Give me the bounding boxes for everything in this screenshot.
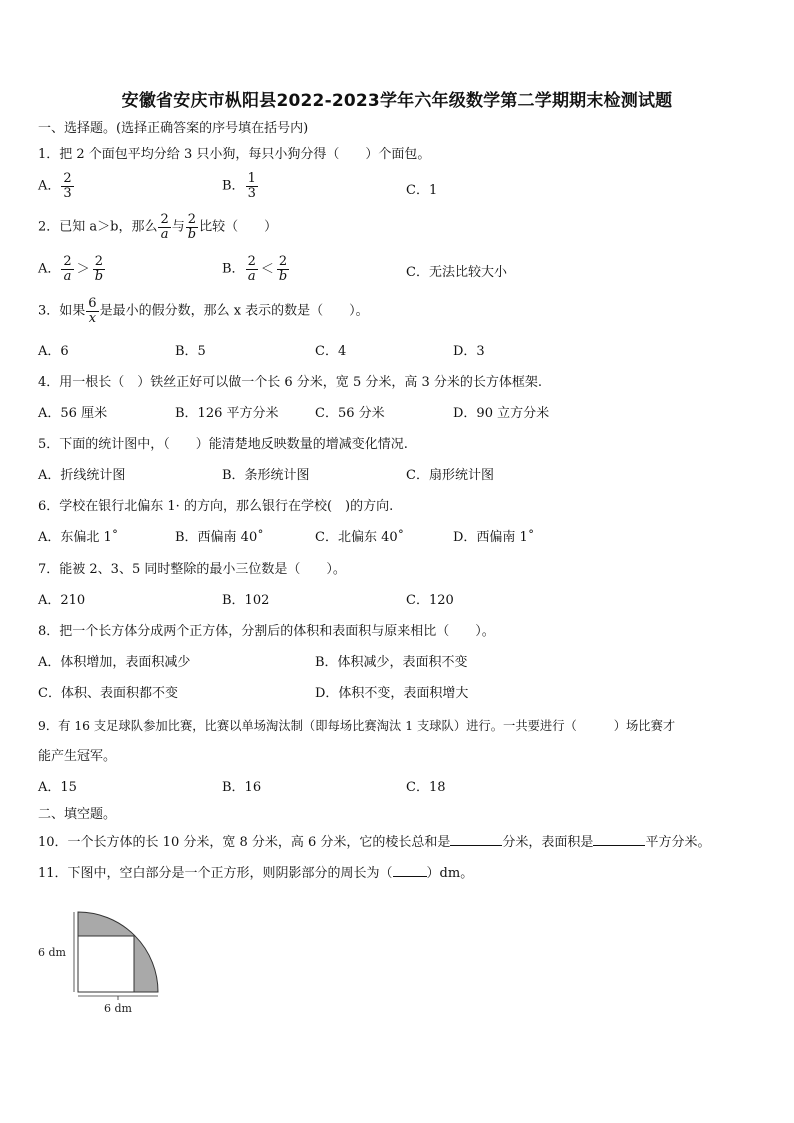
question-7-stem: 7．能被 2、3、5 同时整除的最小三位数是（ ）。 (38, 562, 346, 577)
section-choice-heading: 一、选择题。(选择正确答案的序号填在括号内) (38, 121, 309, 136)
question-8-stem: 8．把一个长方体分成两个正方体，分割后的体积和表面积与原来相比（ ）。 (38, 624, 495, 639)
bottom-label: 6 dm (104, 1002, 132, 1015)
question-11-text: ）dm。 (426, 866, 474, 881)
question-8-option-c: C．体积、表面积都不变 (38, 686, 178, 701)
fraction (246, 255, 258, 284)
question-11-stem (38, 864, 473, 882)
question-6-stem: 6．学校在银行北偏东 1· 的方向，那么银行在学校( )的方向. (38, 499, 394, 514)
fraction-denominator: 3 (63, 186, 72, 201)
question-1-stem: 1．把 2 个面包平均分给 3 只小狗，每只小狗分得（ ）个面包。 (38, 147, 431, 162)
question-3-option-d: D．3 (453, 344, 485, 359)
fraction-numerator: 2 (63, 254, 72, 269)
question-10-stem (38, 833, 710, 851)
question-8-option-b: B．体积减少，表面积不变 (315, 655, 468, 670)
fraction-denominator: a (160, 227, 169, 242)
question-3-text: 是最小的假分数，那么 x 表示的数是（ ）。 (99, 303, 369, 319)
fraction-denominator: b (278, 269, 288, 284)
fraction (277, 255, 289, 284)
question-7-option-c: C．120 (406, 593, 454, 608)
quarter-circle-square-figure (36, 904, 176, 1024)
fraction-numerator: 2 (278, 254, 288, 269)
fraction (246, 172, 258, 201)
fraction-denominator: a (63, 269, 72, 284)
question-9-stem-line-1: 9．有 16 支足球队参加比赛，比赛以单场淘汰制（即每场比赛淘汰 1 支球队）进行。一共要进行（ ）场比赛才 (38, 719, 676, 733)
question-6-option-d: D．西偏南 1˚ (453, 530, 535, 545)
question-10-text: 分米，表面积是 (502, 835, 594, 850)
option-label: B． (222, 178, 245, 194)
question-9-option-b: B．16 (222, 780, 262, 795)
question-3-text: 3．如果 (38, 303, 86, 319)
option-label: A． (38, 261, 61, 277)
question-9-option-c: C．18 (406, 780, 446, 795)
section-fill-heading: 二、填空题。 (38, 807, 117, 822)
fraction (61, 172, 73, 201)
question-3-option-a: A．6 (38, 344, 69, 359)
option-label: B． (222, 261, 245, 277)
fraction (158, 213, 170, 242)
question-9-option-a: A．15 (38, 780, 77, 795)
fraction-numerator: 2 (63, 171, 72, 186)
question-4-option-a: A．56 厘米 (38, 406, 108, 421)
answer-blank[interactable] (393, 864, 427, 877)
question-5-option-c: C．扇形统计图 (406, 468, 494, 483)
fraction-denominator: b (94, 269, 104, 284)
question-2-option-b (222, 255, 290, 284)
question-9-stem-line-2: 能产生冠军。 (38, 749, 117, 764)
comparison-operator: ＞ (76, 261, 90, 277)
fraction (86, 297, 98, 326)
fraction (61, 255, 73, 284)
answer-blank[interactable] (450, 833, 502, 846)
question-4-option-b: B．126 平方分米 (175, 406, 279, 421)
fraction-denominator: a (247, 269, 256, 284)
question-1-option-c: C．1 (406, 183, 438, 198)
fraction-numerator: 2 (160, 212, 169, 227)
question-2-text: 比较（ ） (199, 219, 278, 235)
fraction (93, 255, 105, 284)
question-3-stem (38, 297, 369, 326)
question-5-option-b: B．条形统计图 (222, 468, 310, 483)
question-6-option-a: A．东偏北 1˚ (38, 530, 119, 545)
question-4-option-c: C．56 分米 (315, 406, 385, 421)
question-4-stem: 4．用一根长（ ）铁丝正好可以做一个长 6 分米，宽 5 分米，高 3 分米的长方体框架. (38, 375, 543, 390)
question-4-option-d: D．90 立方分米 (453, 406, 550, 421)
fraction-numerator: 6 (88, 296, 97, 311)
page-title: 安徽省安庆市枞阳县2022-2023学年六年级数学第二学期期末检测试题 (121, 91, 673, 111)
fraction-denominator: x (88, 311, 97, 326)
question-3-option-b: B．5 (175, 344, 206, 359)
question-7-option-b: B．102 (222, 593, 270, 608)
question-8-option-a: A．体积增加，表面积减少 (38, 655, 191, 670)
question-5-option-a: A．折线统计图 (38, 468, 126, 483)
white-square (78, 936, 134, 992)
fraction-denominator: b (187, 227, 197, 242)
fraction-numerator: 2 (247, 254, 256, 269)
fraction-numerator: 1 (247, 171, 256, 186)
question-2-option-a (38, 255, 106, 284)
question-1-option-b (222, 172, 259, 201)
question-3-option-c: C．4 (315, 344, 347, 359)
question-5-stem: 5．下面的统计图中，（ ）能清楚地反映数量的增减变化情况. (38, 437, 408, 452)
option-label: A． (38, 178, 61, 194)
fraction-numerator: 2 (94, 254, 103, 269)
question-2-text: 2．已知 a＞b，那么 (38, 219, 158, 235)
fraction-denominator: 3 (247, 186, 256, 201)
fraction (186, 213, 198, 242)
question-6-option-c: C．北偏东 40˚ (315, 530, 405, 545)
question-10-text: 平方分米。 (645, 835, 711, 850)
comparison-operator: ＜ (260, 261, 274, 277)
question-2-option-c: C．无法比较大小 (406, 265, 507, 280)
side-label: 6 dm (38, 946, 66, 959)
answer-blank[interactable] (593, 833, 645, 846)
question-2-text: 与 (171, 219, 185, 235)
question-2-stem (38, 213, 277, 242)
question-10-text: 10．一个长方体的长 10 分米，宽 8 分米，高 6 分米，它的棱长总和是 (38, 835, 451, 850)
question-11-text: 11．下图中，空白部分是一个正方形，则阴影部分的周长为（ (38, 866, 393, 881)
fraction-numerator: 2 (187, 212, 197, 227)
question-7-option-a: A．210 (38, 593, 86, 608)
question-8-option-d: D．体积不变，表面积增大 (315, 686, 469, 701)
question-1-option-a (38, 172, 75, 201)
question-6-option-b: B．西偏南 40˚ (175, 530, 264, 545)
